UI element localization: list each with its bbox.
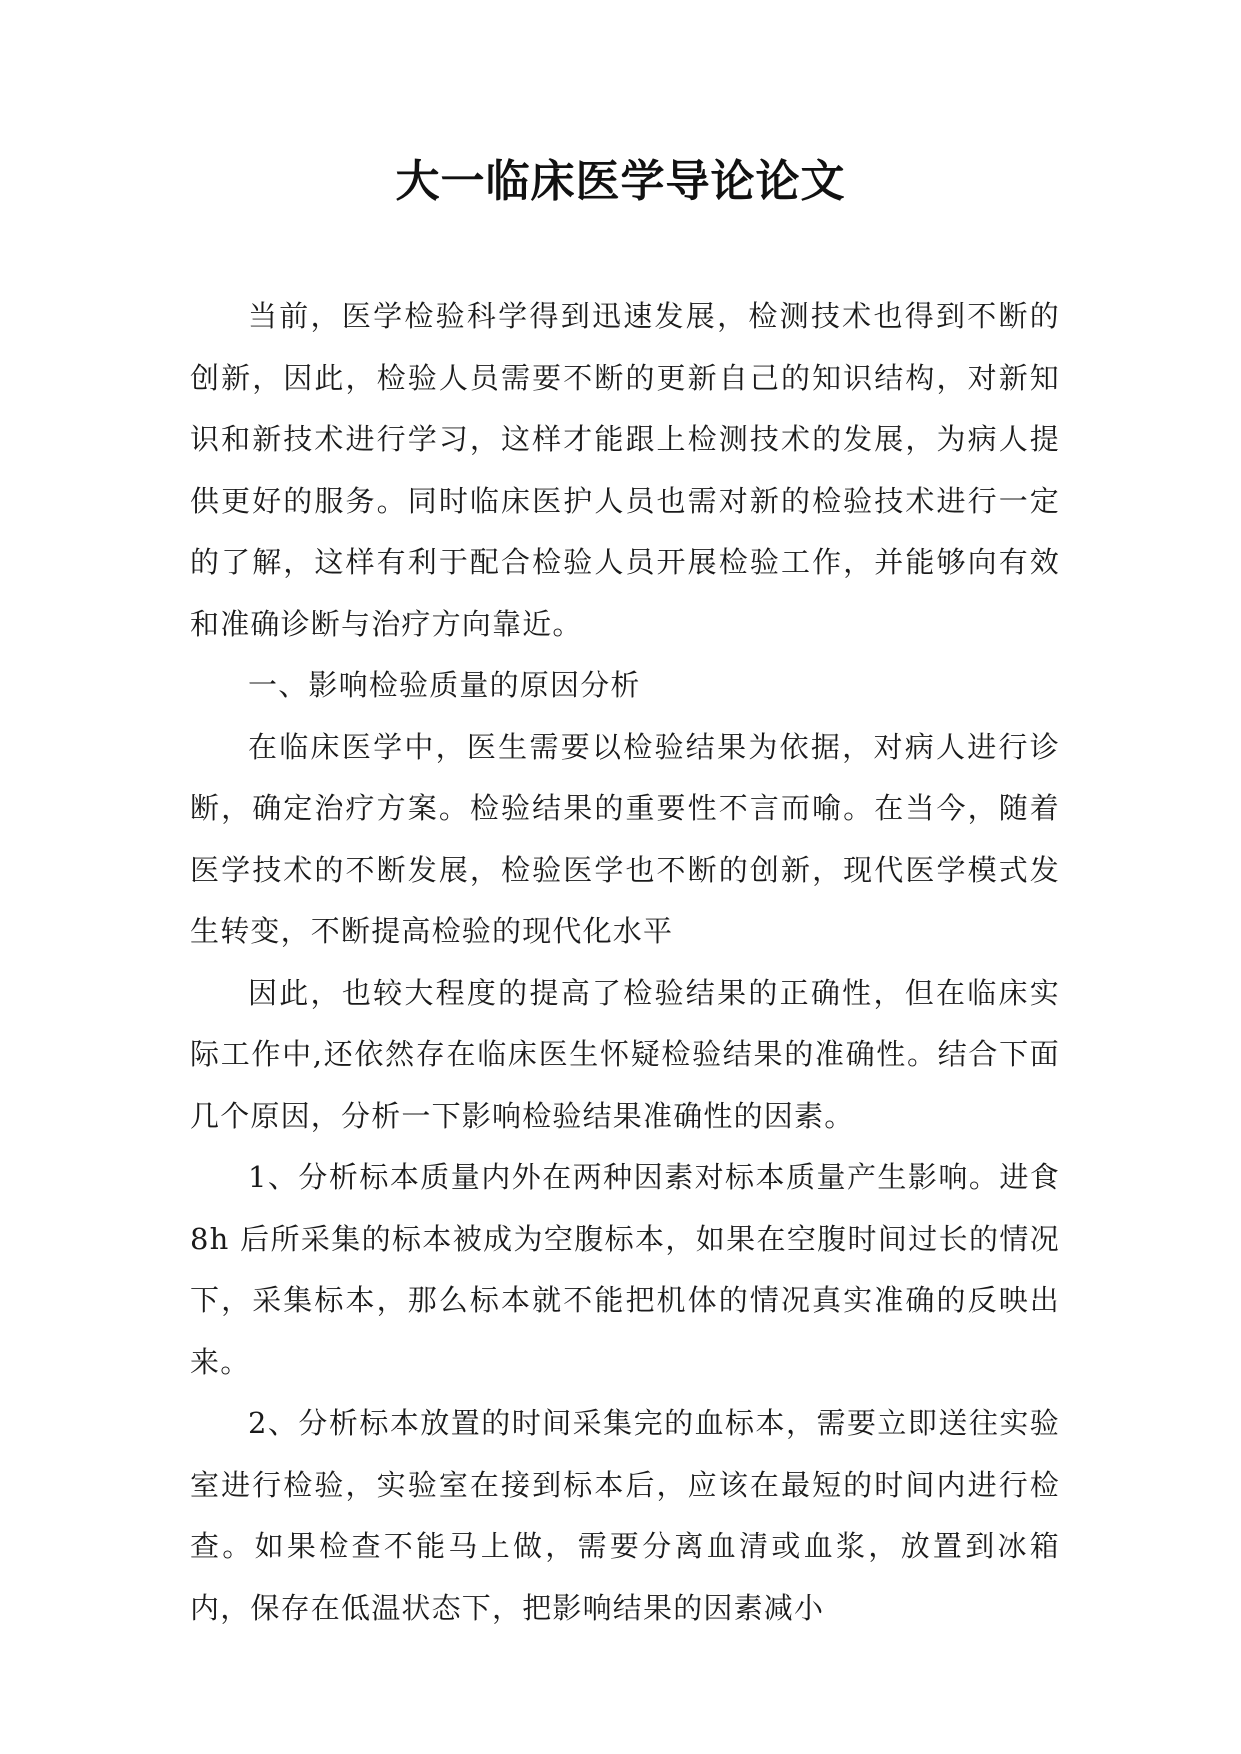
paragraph-accuracy-factors: 因此，也较大程度的提高了检验结果的正确性，但在临床实际工作中,还依然存在临床医生怀疑检验结果的准确性。结合下面几个原因，分析一下影响检验结果准确性的因素。 (190, 975, 1060, 1133)
document-title: 大一临床医学导论论文 (395, 156, 846, 207)
document-body (190, 286, 1060, 1639)
section-heading-1: 一、影响检验质量的原因分析 (248, 668, 641, 702)
paragraph-sample-storage: 2、分析标本放置的时间采集完的血标本，需要立即送往实验室进行检验，实验室在接到标本后，应该在最短的时间内进行检查。如果检查不能马上做，需要分离血清或血浆，放置到冰箱内，保存在低温状态下，把影响结果的因素减小 (190, 1406, 1060, 1625)
paragraph-clinical-importance: 在临床医学中，医生需要以检验结果为依据，对病人进行诊断，确定治疗方案。检验结果的重要性不言而喻。在当今，随着医学技术的不断发展，检验医学也不断的创新，现代医学模式发生转变，不断提高检验的现代化水平 (190, 729, 1060, 948)
paragraph-intro: 当前，医学检验科学得到迅速发展，检测技术也得到不断的创新，因此，检验人员需要不断的更新自己的知识结构，对新知识和新技术进行学习，这样才能跟上检测技术的发展，为病人提供更好的服务。同时临床医护人员也需对新的检验技术进行一定的了解，这样有利于配合检验人员开展检验工作，并能够向有效和准确诊断与治疗方向靠近。 (190, 299, 1060, 641)
paragraph-sample-quality: 1、分析标本质量内外在两种因素对标本质量产生影响。进食 8h 后所采集的标本被成为空腹标本，如果在空腹时间过长的情况下，采集标本，那么标本就不能把机体的情况真实准确的反映出来。 (190, 1160, 1060, 1379)
